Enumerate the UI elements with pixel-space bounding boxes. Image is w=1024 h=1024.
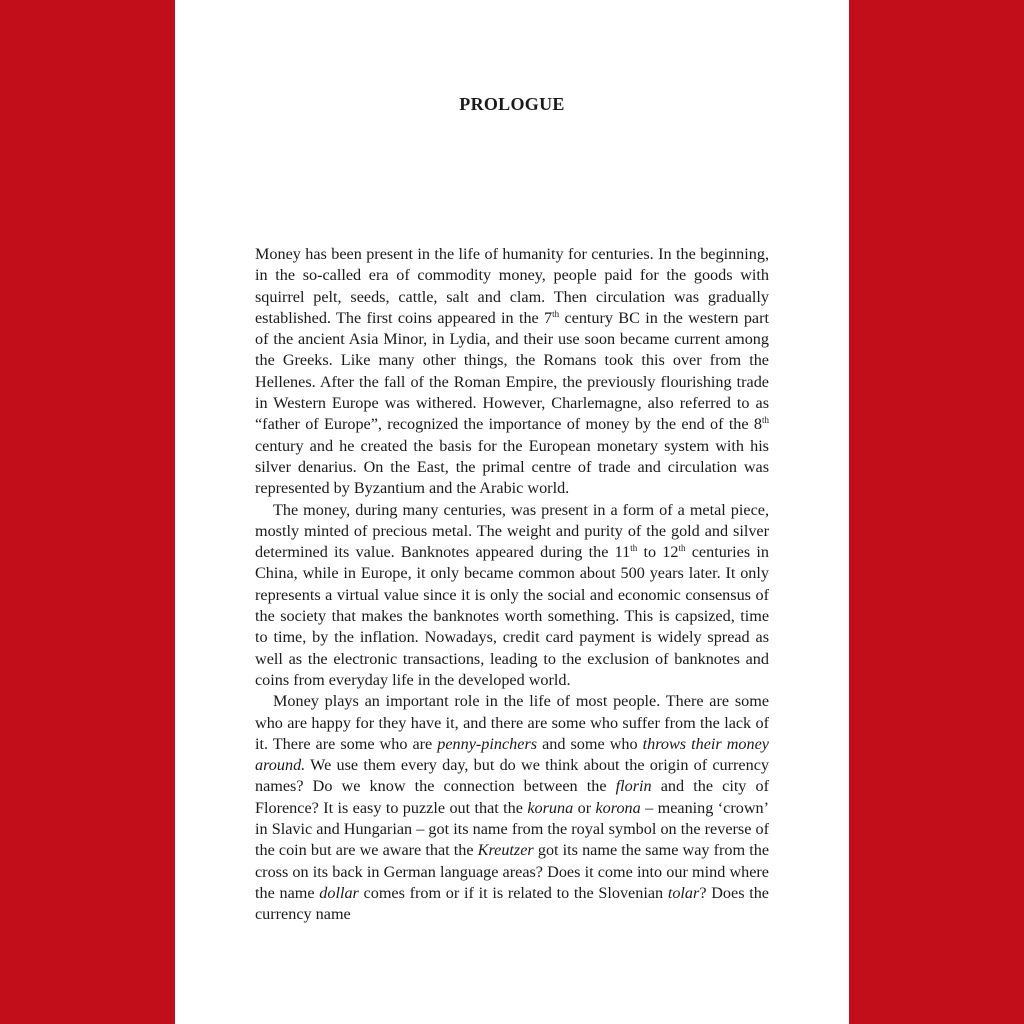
paragraph-2 xyxy=(255,500,769,692)
text-run: – meaning ‘crown’ in Slavic and Hungarian – got its name from the royal symbol on the reverse of the coin but are we aware that the xyxy=(255,798,769,860)
italic-term: koruna xyxy=(527,798,574,817)
text-run: ? Does the currency name xyxy=(255,883,769,924)
paragraph-3 xyxy=(255,691,769,925)
italic-term: tolar xyxy=(667,883,700,902)
italic-term: Kreutzer xyxy=(477,841,534,860)
ordinal-superscript: th xyxy=(552,308,560,319)
text-run: and the city of Florence? It is easy to puzzle out that the xyxy=(255,777,770,817)
text-run: ning, in the so-called era of commodity money, people paid for the goods with squirrel pelt, seeds, cattle, salt and clam. Then circulation was gradually established. The first coins appeared in the 7 xyxy=(255,245,769,327)
text-run: Money has been present in the life of humanity for centuries. In the begin xyxy=(255,245,737,263)
text-run: got its name the same way from the cross on its back in German language areas? Does it come into our mind where the name xyxy=(255,841,769,902)
text-run: or xyxy=(573,798,596,817)
book-page xyxy=(175,0,849,1024)
ordinal-superscript: th xyxy=(678,543,686,554)
paragraph-1 xyxy=(255,244,769,500)
text-run: comes from or if it is related to the Slovenian xyxy=(358,883,668,902)
ordinal-superscript: th xyxy=(761,415,769,426)
text-run: and some who xyxy=(537,734,643,753)
italic-term: penny-pinchers xyxy=(437,734,538,753)
italic-term: florin xyxy=(615,777,652,796)
text-run: The money, during many centuries, was present in a form of a metal piece, mostly minted of precious metal. The weight and purity of the gold and silver determined its value. Banknotes appeared during the 11 xyxy=(255,500,769,562)
page-title: PROLOGUE xyxy=(459,94,565,114)
italic-term: dollar xyxy=(319,883,359,902)
italic-term: korona xyxy=(595,798,641,817)
text-run: Money plays an important role in the life of most people. There are some who are happy for they have it, and there are some who suffer from the lack of it. There are some who are xyxy=(255,692,769,753)
text-run: We use them every day, but do we think about the origin of currency names? Do we know the connection between the xyxy=(255,756,769,796)
text-run: centuries in China, while in Europe, it only became common about 500 years later. It only represents a virtual value since it is only the social and economic consensus of the society that makes the banknotes worth something. This is capsized, time to time, by the inflation. Nowadays, credit card payment is widely spread as well as the electronic transactions, leading to the exclusion of banknotes and coins from everyday life in the developed world. xyxy=(255,543,769,689)
body-text xyxy=(255,244,769,926)
text-run: century BC in the western part of the ancient Asia Minor, in Lydia, and their use soon became current among the Greeks. Like many other things, the Romans took this over from the Hellenes. After the fall of the Roman Empire, the previously flourishing trade in Western Europe was withered. However, Charlemagne, also referred to as “father of Europe”, recognized the importance of money by the end of the 8 xyxy=(255,308,769,434)
italic-term: throws their money around. xyxy=(255,734,769,775)
text-run: century and he created the basis for the European monetary system with his silver denarius. On the East, the primal centre of trade and circulation was represented by Byzantium and the Arabic world. xyxy=(255,436,769,498)
text-run: to 12 xyxy=(637,543,679,562)
ordinal-superscript: th xyxy=(630,543,638,554)
